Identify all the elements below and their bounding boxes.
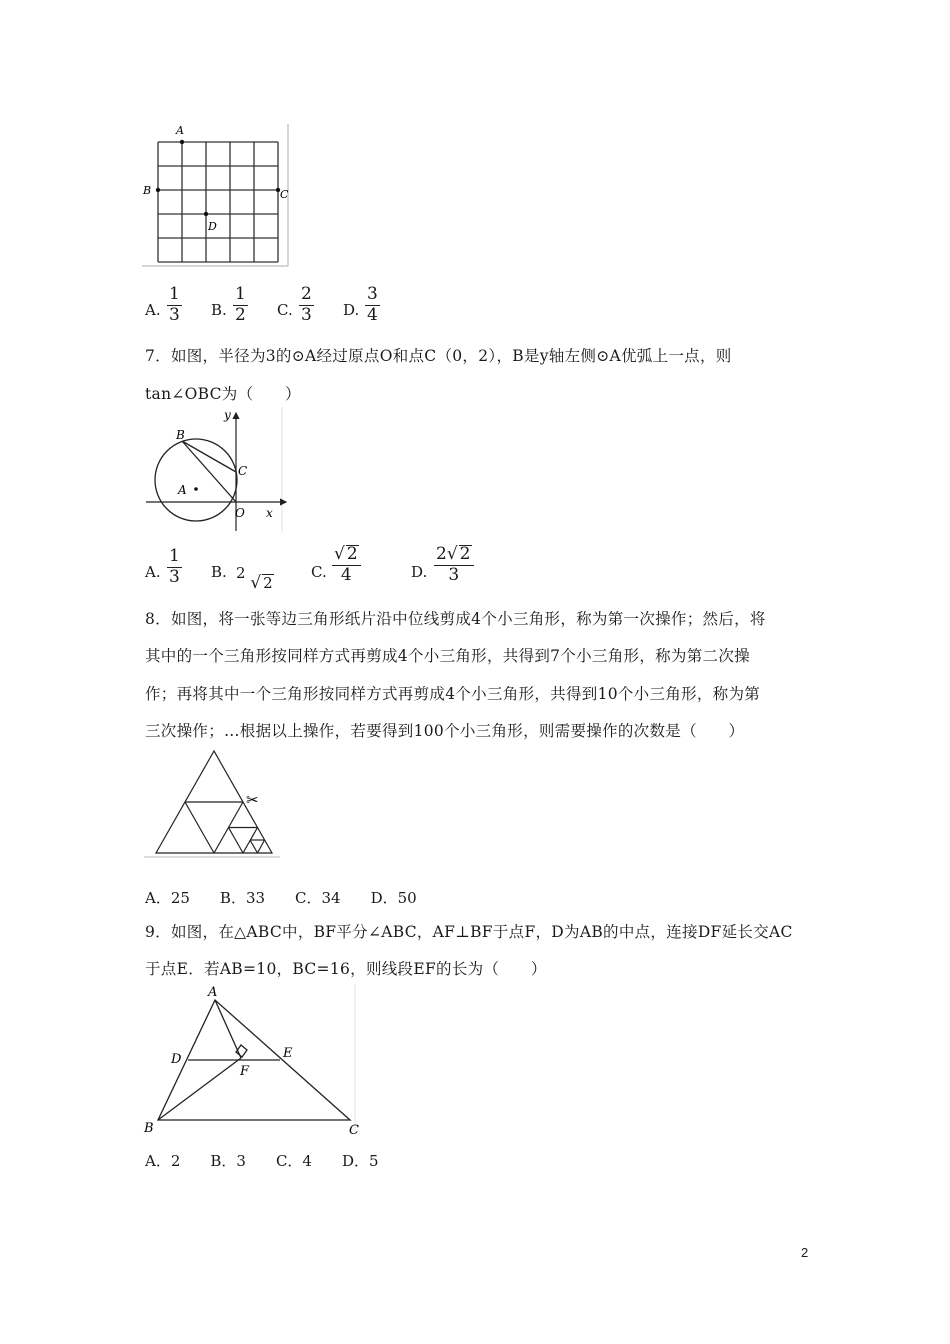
q7-option-a-fraction: 1 3 bbox=[169, 546, 180, 587]
label-c: C bbox=[280, 188, 289, 201]
label-b: B bbox=[176, 428, 185, 442]
label-b: B bbox=[144, 1121, 154, 1136]
q6-option-a-fraction: 1 3 bbox=[169, 284, 180, 325]
q7-option-b-value: 2 √ 2 bbox=[236, 564, 273, 593]
q7-question-line-1: 7．如图，半径为3的⊙A经过原点O和点C（0，2），B是y轴左侧⊙A优弧上一点，则 bbox=[145, 347, 732, 365]
q8-question-line-4: 三次操作；…根据以上操作，若要得到100个小三角形，则需要操作的次数是（ ） bbox=[145, 722, 745, 740]
q6-option-a-letter: A. bbox=[145, 301, 161, 319]
q6-option-d-letter: D. bbox=[343, 301, 360, 319]
q8-question-line-3: 作；再将其中一个三角形按同样方式再剪成4个小三角形，共得到10个小三角形，称为第 bbox=[145, 685, 761, 703]
label-f: F bbox=[240, 1064, 250, 1079]
q6-option-b-fraction: 1 2 bbox=[235, 284, 246, 325]
q7-option-a-letter: A. bbox=[145, 563, 161, 581]
q8-question-line-2: 其中的一个三角形按同样方式再剪成4个小三角形，共得到7个小三角形，称为第二次操 bbox=[145, 647, 750, 665]
q7-option-c-fraction: √ 2 4 bbox=[332, 545, 361, 585]
label-a: A bbox=[176, 124, 184, 137]
q8-options: A．25 B．33 C．34 D．50 bbox=[145, 889, 417, 907]
point-a bbox=[180, 140, 184, 144]
q7-option-d-fraction: 2√ 2 3 bbox=[434, 545, 474, 585]
label-b: B bbox=[143, 184, 152, 197]
label-d: D bbox=[208, 220, 217, 233]
q7-circle-figure bbox=[142, 405, 292, 535]
label-o: O bbox=[235, 506, 245, 520]
label-e: E bbox=[283, 1046, 293, 1061]
q7-option-b-letter: B. bbox=[211, 563, 227, 581]
q8-question-line-1: 8．如图，将一张等边三角形纸片沿中位线剪成4个小三角形，称为第一次操作；然后，将 bbox=[145, 610, 766, 628]
q9-triangle-figure bbox=[140, 982, 365, 1140]
label-a: A bbox=[208, 985, 218, 1000]
label-a: A bbox=[178, 483, 187, 497]
label-d: D bbox=[171, 1052, 182, 1067]
q6-option-d-fraction: 3 4 bbox=[367, 284, 378, 325]
q6-option-b-letter: B. bbox=[211, 301, 227, 319]
q6-grid-figure bbox=[138, 120, 296, 270]
q9-question-line-1: 9．如图，在△ABC中，BF平分∠ABC，AF⊥BF于点F，D为AB的中点，连接DF延长交AC bbox=[145, 923, 793, 941]
q9-options: A．2 B．3 C．4 D．5 bbox=[145, 1152, 379, 1170]
scissors-icon: ✂ bbox=[246, 791, 259, 809]
center-a-dot bbox=[194, 487, 198, 491]
q8-triangle-figure bbox=[142, 745, 284, 860]
label-x: x bbox=[266, 506, 273, 520]
q6-option-c-letter: C. bbox=[277, 301, 293, 319]
q7-question-line-2: tan∠OBC为（ ） bbox=[145, 385, 301, 403]
label-y: y bbox=[224, 408, 231, 422]
label-c: C bbox=[238, 464, 248, 478]
label-c: C bbox=[349, 1123, 359, 1138]
q6-option-c-fraction: 2 3 bbox=[301, 284, 312, 325]
q7-option-c-letter: C. bbox=[311, 563, 327, 581]
page-number: 2 bbox=[801, 1245, 809, 1260]
q7-option-d-letter: D. bbox=[411, 563, 428, 581]
point-d bbox=[204, 212, 208, 216]
q9-question-line-2: 于点E．若AB=10，BC=16，则线段EF的长为（ ） bbox=[145, 960, 547, 978]
point-b bbox=[156, 188, 160, 192]
